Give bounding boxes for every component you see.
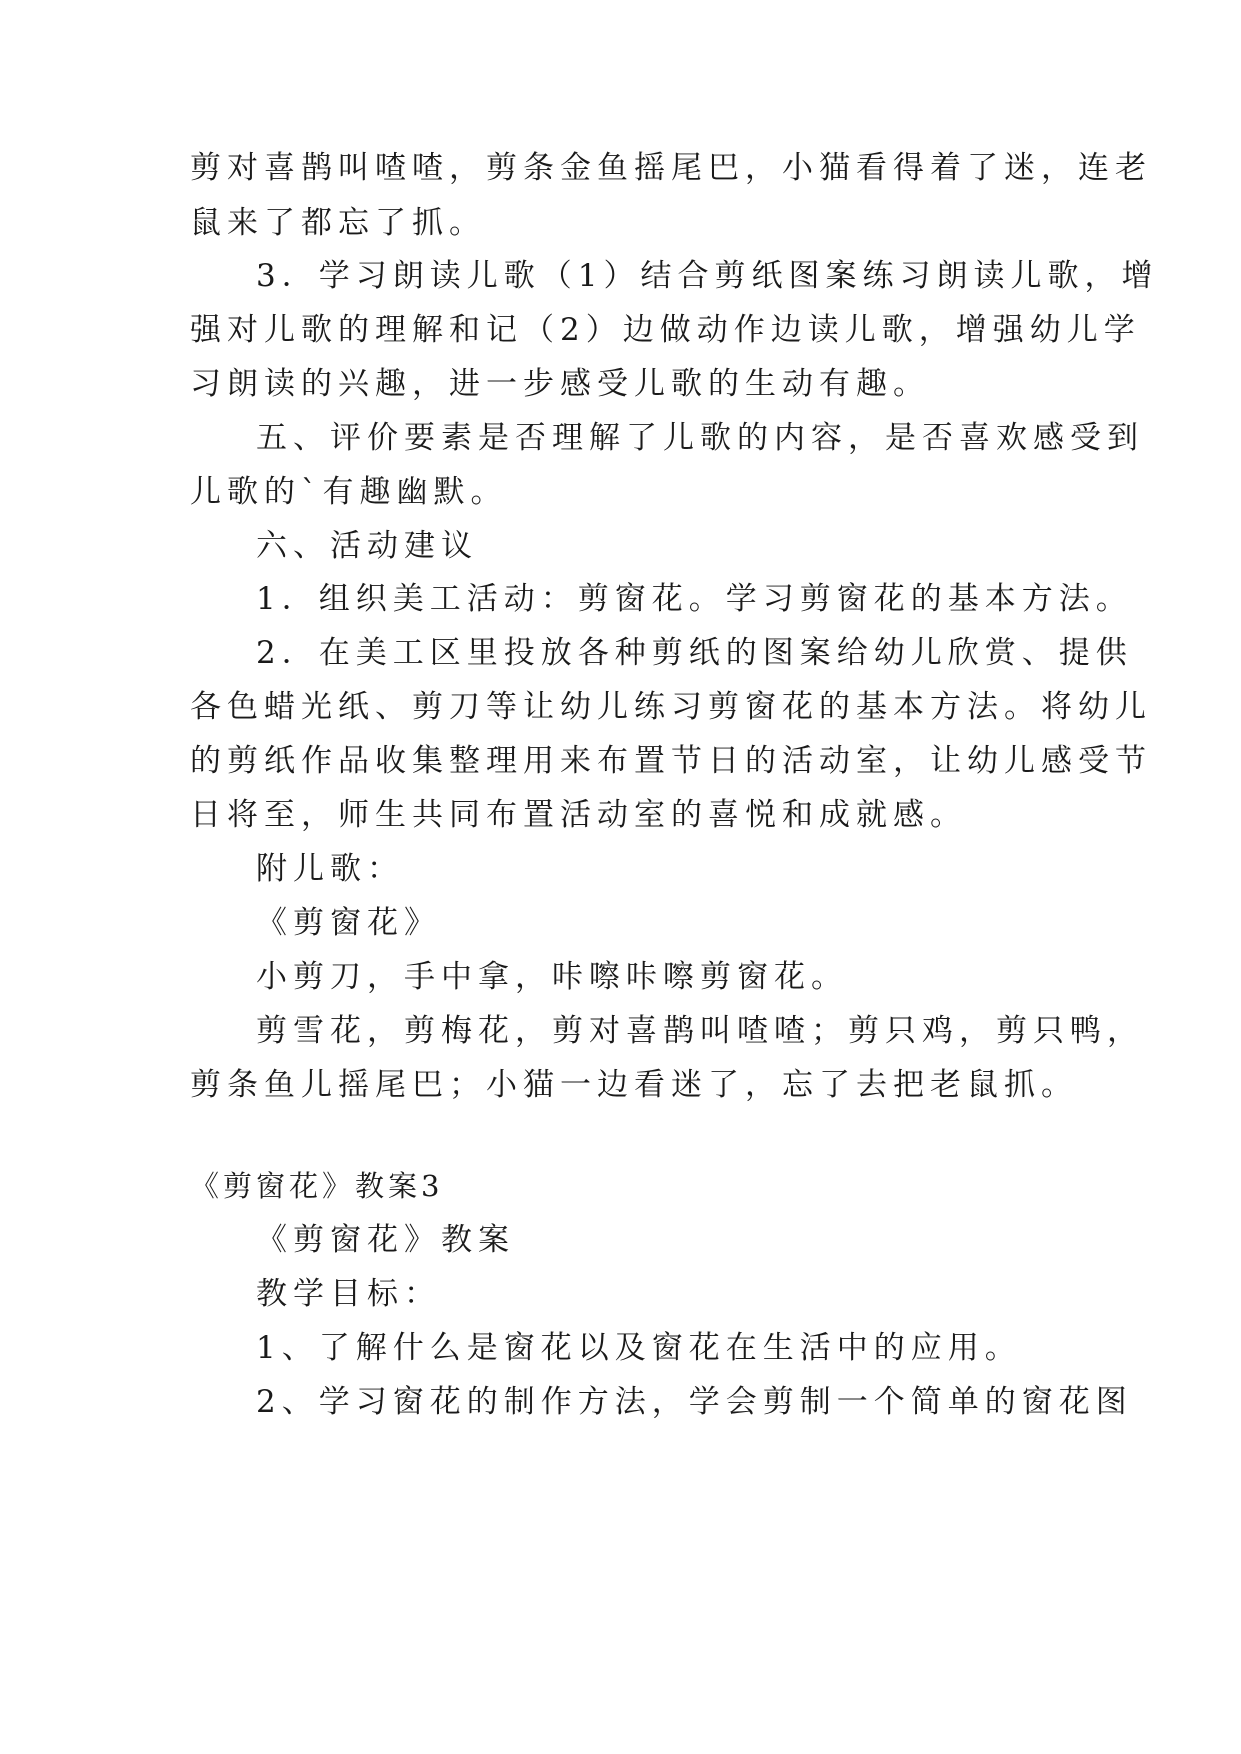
objectives-label: 教学目标： — [256, 1276, 441, 1312]
paragraph-line: 剪对喜鹊叫喳喳，剪条金鱼摇尾巴，小猫看得着了迷，连老 — [190, 150, 1152, 186]
paragraph-line: 五、评价要素是否理解了儿歌的内容，是否喜欢感受到 — [256, 420, 1144, 456]
paragraph-line: 日将至，师生共同布置活动室的喜悦和成就感。 — [190, 797, 967, 833]
paragraph-line: 儿歌的`有趣幽默。 — [190, 474, 508, 510]
objective-item: 1、了解什么是窗花以及窗花在生活中的应用。 — [256, 1330, 1022, 1366]
paragraph-line: 强对儿歌的理解和记（2）边做动作边读儿歌，增强幼儿学 — [190, 312, 1141, 348]
paragraph-line: 2．在美工区里投放各种剪纸的图案给幼儿欣赏、提供 — [256, 635, 1133, 671]
paragraph-line: 附儿歌： — [256, 851, 404, 887]
poem-line: 剪雪花，剪梅花，剪对喜鹊叫喳喳；剪只鸡，剪只鸭， — [256, 1013, 1144, 1049]
paragraph-line: 习朗读的兴趣，进一步感受儿歌的生动有趣。 — [190, 366, 930, 402]
poem-title: 《剪窗花》 — [256, 905, 441, 941]
poem-line: 小剪刀，手中拿，咔嚓咔嚓剪窗花。 — [256, 959, 848, 995]
document-heading: 《剪窗花》教案3 — [190, 1169, 444, 1203]
paragraph-line: 各色蜡光纸、剪刀等让幼儿练习剪窗花的基本方法。将幼儿 — [190, 689, 1152, 725]
poem-line: 剪条鱼儿摇尾巴；小猫一边看迷了，忘了去把老鼠抓。 — [190, 1067, 1078, 1103]
paragraph-line: 3．学习朗读儿歌（1）结合剪纸图案练习朗读儿歌，增 — [256, 258, 1159, 294]
lesson-title: 《剪窗花》教案 — [256, 1222, 515, 1258]
paragraph-line: 鼠来了都忘了抓。 — [190, 205, 486, 241]
section-heading: 六、活动建议 — [256, 528, 478, 564]
paragraph-line: 的剪纸作品收集整理用来布置节日的活动室，让幼儿感受节 — [190, 743, 1152, 779]
paragraph-line: 1．组织美工活动：剪窗花。学习剪窗花的基本方法。 — [256, 581, 1133, 617]
objective-item: 2、学习窗花的制作方法，学会剪制一个简单的窗花图 — [256, 1384, 1133, 1420]
